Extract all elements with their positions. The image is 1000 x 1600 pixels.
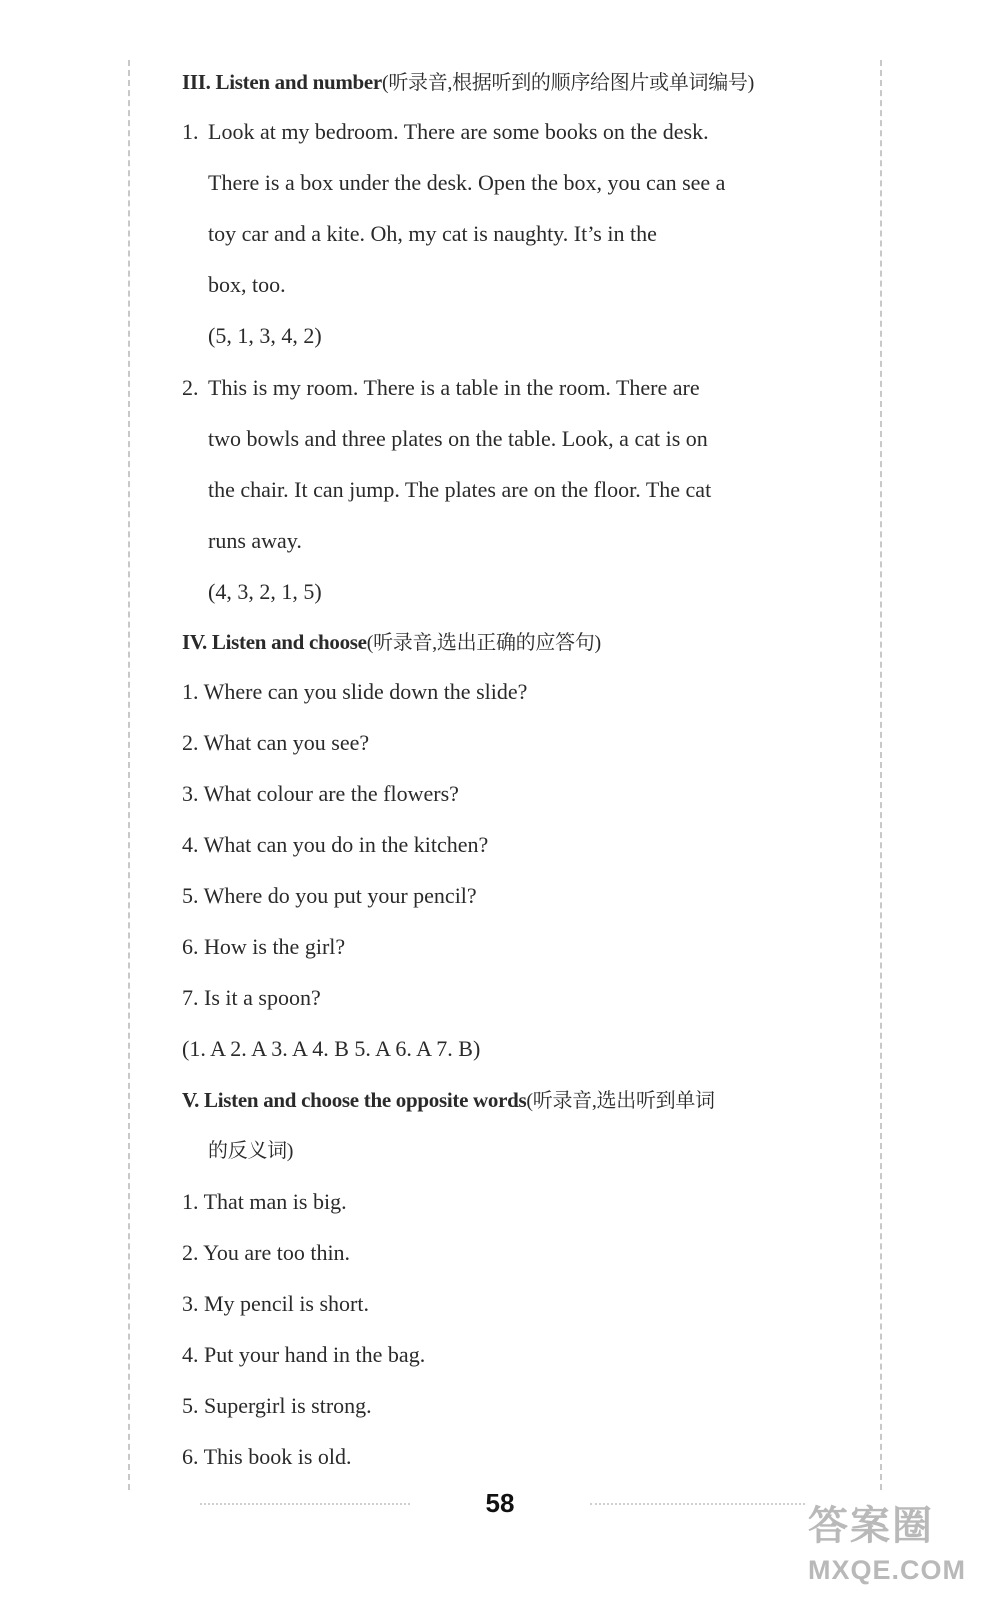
page-content	[182, 58, 832, 1482]
section-5-sentence: 2. You are too thin.	[182, 1240, 351, 1265]
section-3-heading	[182, 58, 832, 106]
item-line: toy car and a kite. Oh, my cat is naughty. It’s in the	[208, 221, 657, 246]
section-5-sentence: 4. Put your hand in the bag.	[182, 1342, 426, 1367]
item-text: Look at my bedroom. There are some books on the desk.	[208, 119, 709, 144]
section-4-question: 5. Where do you put your pencil?	[182, 883, 477, 908]
page-number: 58	[485, 1488, 515, 1518]
section-4-question: 3. What colour are the flowers?	[182, 781, 459, 806]
section-5-sentence: 1. That man is big.	[182, 1189, 347, 1214]
section-4-question: 2. What can you see?	[182, 730, 370, 755]
left-margin-dashed-line	[128, 60, 130, 1490]
section-5-sentence: 3. My pencil is short.	[182, 1291, 369, 1316]
section-4-title: IV. Listen and choose	[182, 630, 367, 654]
section-5-heading	[182, 1075, 832, 1176]
item-number: 1.	[182, 119, 199, 144]
section-4-question: 4. What can you do in the kitchen?	[182, 832, 489, 857]
item-line: box, too.	[208, 272, 286, 297]
watermark-top-text: 答案圈	[808, 1504, 934, 1548]
item-number: 2.	[182, 375, 199, 400]
section-5-title: V. Listen and choose the opposite words	[182, 1088, 527, 1112]
section-3-item-1	[182, 106, 832, 310]
section-4-question: 1. Where can you slide down the slide?	[182, 679, 528, 704]
section-5-sentence: 5. Supergirl is strong.	[182, 1393, 372, 1418]
section-5-sentence: 6. This book is old.	[182, 1444, 352, 1469]
item-line: runs away.	[208, 528, 302, 553]
section-3-item-1-answer: (5, 1, 3, 4, 2)	[208, 323, 322, 348]
item-line: two bowls and three plates on the table. Look, a cat is on	[208, 426, 708, 451]
section-4-note: (听录音,选出正确的应答句)	[366, 632, 601, 654]
section-5-note: (听录音,选出听到单词	[526, 1090, 715, 1112]
item-line	[182, 106, 832, 157]
watermark-logo	[808, 1500, 988, 1596]
section-3-note: (听录音,根据听到的顺序给图片或单词编号)	[381, 72, 754, 94]
item-text: This is my room. There is a table in the room. There are	[208, 375, 700, 400]
right-margin-dashed-line	[880, 60, 882, 1490]
watermark-bottom-text: MXQE.COM	[808, 1555, 967, 1585]
item-line	[182, 362, 832, 413]
item-line: There is a box under the desk. Open the box, you can see a	[208, 170, 726, 195]
section-3-title: III. Listen and number	[182, 70, 382, 94]
section-4-question: 6. How is the girl?	[182, 934, 346, 959]
section-3-item-2	[182, 362, 832, 566]
section-4-question: 7. Is it a spoon?	[182, 985, 321, 1010]
section-4-answer: (1. A 2. A 3. A 4. B 5. A 6. A 7. B)	[182, 1036, 481, 1061]
section-5-note-continued: 的反义词)	[208, 1140, 294, 1162]
section-3-item-2-answer: (4, 3, 2, 1, 5)	[208, 579, 322, 604]
item-line: the chair. It can jump. The plates are on the floor. The cat	[208, 477, 712, 502]
section-4-heading	[182, 618, 832, 666]
